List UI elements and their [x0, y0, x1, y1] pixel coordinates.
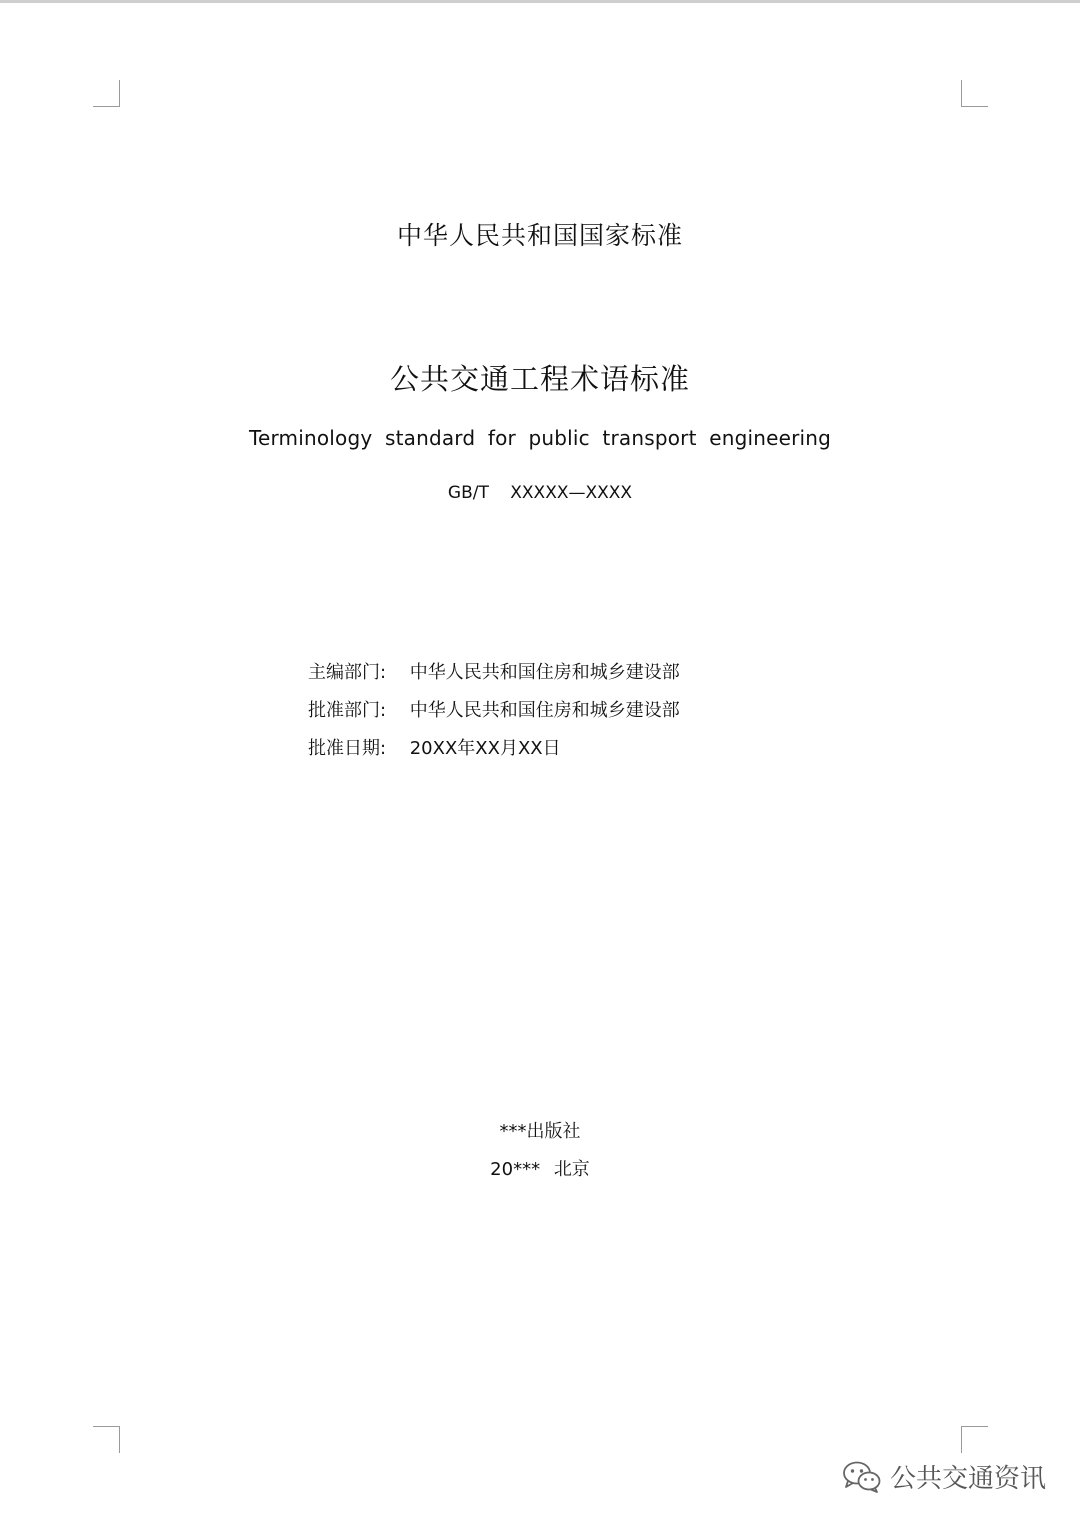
publication-place — [0, 1155, 1080, 1181]
document-title-english: Terminology standard for public transport engineering — [248, 426, 832, 450]
editor-department-label: 主编部门: — [308, 662, 387, 683]
national-standard-heading: 中华人民共和国国家标准 — [396, 221, 683, 250]
approval-department-value: 中华人民共和国住房和城乡建设部 — [409, 700, 680, 721]
wechat-watermark — [842, 1458, 1046, 1495]
publication-city: 北京 — [553, 1159, 590, 1180]
crop-mark-bottom-left — [93, 1426, 120, 1453]
approval-date-value: 20XX年XX月XX日 — [409, 738, 561, 759]
approval-date-row — [308, 736, 680, 774]
document-title-chinese: 公共交通工程术语标准 — [389, 362, 690, 396]
standard-code — [0, 483, 1080, 503]
approval-department-row — [308, 698, 680, 736]
crop-mark-top-right — [961, 80, 988, 107]
approval-department-label: 批准部门: — [308, 700, 387, 721]
crop-mark-bottom-right — [961, 1426, 988, 1453]
approval-info — [308, 660, 680, 774]
editor-department-row — [308, 660, 680, 698]
crop-mark-top-left — [93, 80, 120, 107]
page-top-border — [0, 0, 1080, 3]
publisher-name: ***出版社 — [499, 1121, 581, 1142]
approval-date-label: 批准日期: — [308, 738, 387, 759]
publication-year: 20*** — [490, 1159, 541, 1180]
editor-department-value: 中华人民共和国住房和城乡建设部 — [409, 662, 680, 683]
standard-code-number: XXXXX—XXXX — [510, 483, 633, 503]
standard-code-prefix: GB/T — [447, 483, 489, 503]
wechat-icon — [842, 1460, 882, 1494]
watermark-text: 公共交通资讯 — [889, 1464, 1046, 1494]
